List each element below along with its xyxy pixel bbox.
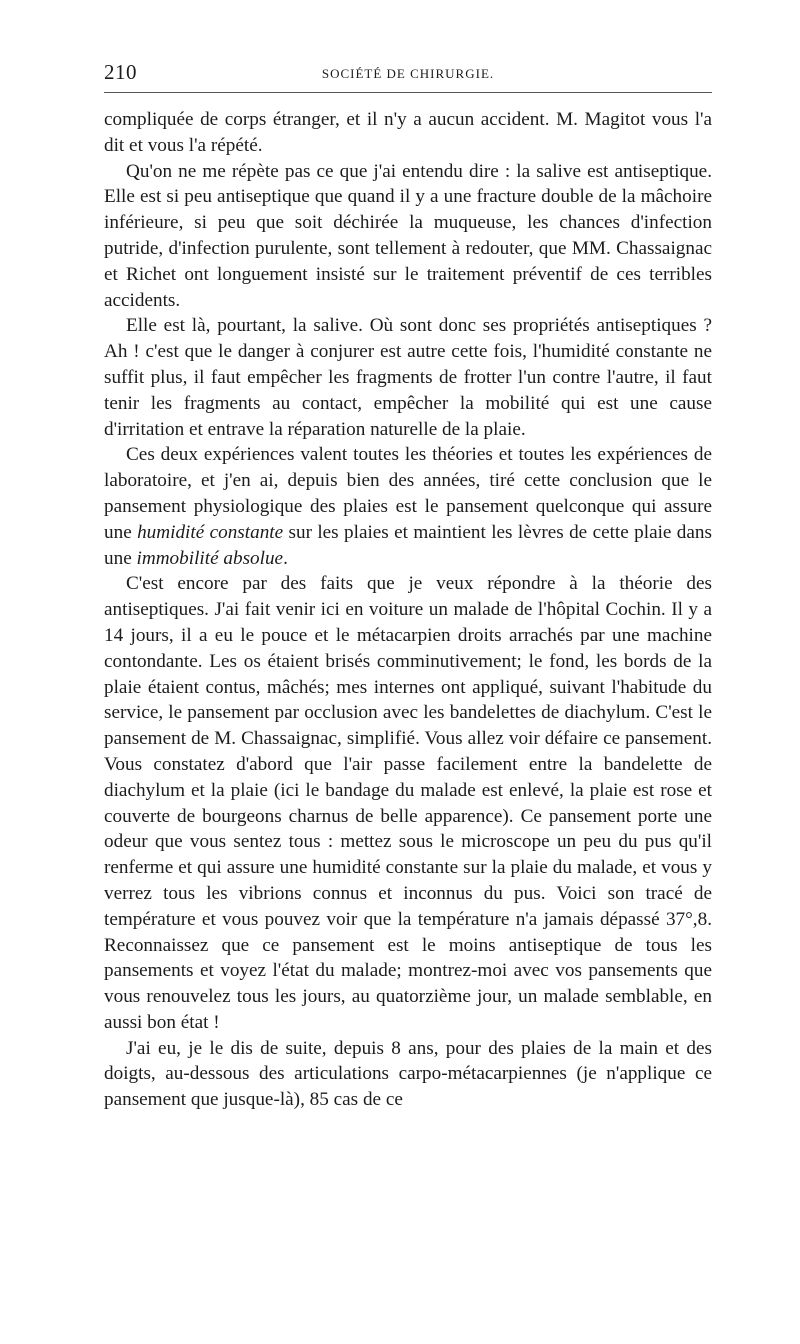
- running-title: SOCIÉTÉ DE CHIRURGIE.: [321, 66, 495, 81]
- paragraph-4: [104, 442, 712, 571]
- paragraph-2: Qu'on ne me répète pas ce que j'ai entendu dire : la salive est antiseptique. Elle est si peu antiseptique que quand il y a une fracture double de la mâchoire inférieure, si peu que soit déchirée la muqueuse, les chances d'infection putride, d'infection purulente, sont tellement à redouter, que MM. Chassaignac et Richet ont longuement insisté sur le traitement préventif de ces terribles accidents.: [104, 160, 712, 311]
- page-number: 210: [104, 60, 137, 84]
- paragraph-4-text-middle: sur les plaies et maintient les lèvres de cette plaie dans une: [104, 521, 712, 569]
- paragraph-4-text-after: .: [283, 547, 288, 569]
- document-page: [104, 58, 712, 1113]
- running-head: [104, 58, 712, 93]
- paragraph-3: Elle est là, pourtant, la salive. Où sont donc ses propriétés antiseptiques ? Ah ! c'est que le danger à conjurer est autre cette fois, l'humidité constante ne suffit plus, il faut empêcher les fragments de frotter l'un contre l'autre, il faut tenir les fragments au contact, empêcher la mobilité qui est une cause d'irritation et entrave la réparation naturelle de la plaie.: [104, 315, 712, 440]
- body-text: [104, 107, 712, 1113]
- paragraph-4-text-before: Ces deux expériences valent toutes les théories et toutes les expériences de laboratoire, et j'en ai, depuis bien des années, tiré cette conclusion que le pansement physiologique des plaies est le pansement quelconque qui assure une: [104, 444, 712, 543]
- paragraph-5: C'est encore par des faits que je veux répondre à la théorie des antiseptiques. J'ai fait venir ici en voiture un malade de l'hôpital Cochin. Il y a 14 jours, il a eu le pouce et le métacarpien droits arrachés par une machine contondante. Les os étaient brisés comminutivement; le fond, les bords de la plaie étaient contus, mâchés; mes internes ont appliqué, suivant l'habitude du service, le pansement par occlusion avec les bandelettes de diachylum. C'est le pansement de M. Chassaignac, simplifié. Vous allez voir défaire ce pansement. Vous constatez d'abord que l'air passe facilement entre la bandelette de diachylum et la plaie (ici le bandage du malade est enlevé, la plaie est rose et couverte de bourgeons charnus de belle apparence). Ce pansement porte une odeur que vous sentez tous : mettez sous le microscope un peu du pus qu'il renferme et qui assure une humidité constante sur la plaie du malade, et vous y verrez tous les vibrions connus et inconnus du pus. Voici son tracé de température et vous pouvez voir que la température n'a jamais dépassé 37°,8. Reconnaissez que ce pansement est le moins antiseptique de tous les pansements et voyez l'état du malade; montrez-moi avec vos pansements que vous renouvelez tous les jours, au quatorzième jour, un malade semblable, en aussi bon état !: [104, 573, 712, 1033]
- emphasis-immobilite-absolue: immobilité absolue: [136, 547, 284, 569]
- paragraph-6: J'ai eu, je le dis de suite, depuis 8 ans, pour des plaies de la main et des doigts, au-dessous des articulations carpo-métacarpiennes (je n'applique ce pansement que jusque-là), 85 cas de ce: [104, 1037, 712, 1111]
- emphasis-humidite-constante: humidité constante: [137, 521, 284, 543]
- paragraph-1: compliquée de corps étranger, et il n'y a aucun accident. M. Magitot vous l'a dit et vous l'a répété.: [104, 109, 712, 156]
